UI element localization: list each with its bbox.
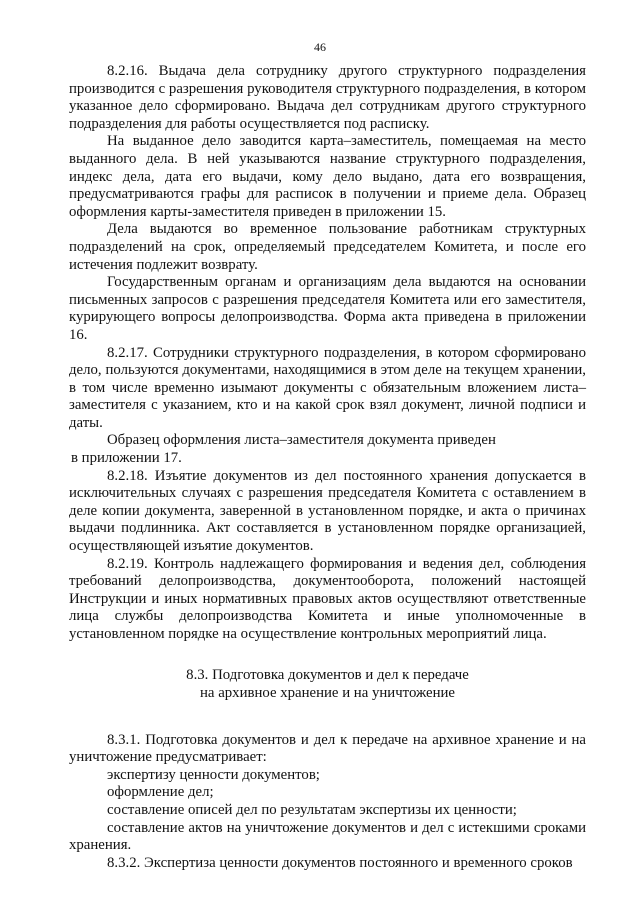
- paragraph-8-2-19: 8.2.19. Контроль надлежащего формирования и ведения дел, соблюдения требований делопроизводства, документооборота, положений настоящей Инструкции и иных нормативных правовых актов осуществляют ответственные лица службы делопроизводства Комитета и иные уполномоченные в установленном порядке на осуществление контрольных мероприятий лица.: [69, 555, 586, 642]
- paragraph-sample-sheet: Образец оформления листа–заместителя документа приведен: [107, 432, 496, 449]
- paragraph-8-2-17: 8.2.17. Сотрудники структурного подразделения, в котором сформировано дело, пользуются документами, находящимися в этом деле на текущем хранении, в том числе временно изымают документы с обязательным вложением листа–заместителя с указанием, кто и на какой срок взял документ, личной подписи и даты.: [69, 344, 586, 431]
- paragraph-8-2-18: 8.2.18. Изъятие документов из дел постоянного хранения допускается в исключительных случаях с разрешения председателя Комитета с оставлением в деле копии документа, заверенной в установленном порядке, и акта о причинах выдачи подлинника. Акт составляется в установленном порядке организацией, осуществляющей изъятие документов.: [69, 467, 586, 555]
- paragraph-8-2-16: 8.2.16. Выдача дела сотруднику другого структурного подразделения производится с разрешения руководителя структурного подразделения, в котором указанное дело сформировано. Выдача дел сотрудникам другого структурного подразделения для работы осуществляется под расписку.: [69, 63, 586, 132]
- paragraph-8-3-2: 8.3.2. Экспертиза ценности документов постоянного и временного сроков: [107, 854, 573, 871]
- section-heading-8-3: [69, 666, 586, 702]
- paragraph-card-substitute: На выданное дело заводится карта–заместитель, помещаемая на место выданного дела. В ней указываются название структурного подразделения, индекс дела, дата его выдачи, кому дело выдано, дата его возвращения, предусматриваются графы для расписок в получении и приеме дела. Образец оформления карты-заместителя приведен в приложении 15.: [69, 133, 586, 220]
- list-item: экспертизу ценности документов;: [107, 766, 320, 783]
- paragraph-state-bodies: Государственным органам и организациям дела выдаются на основании письменных запросов с разрешения председателя Комитета или его заместителя, курирующего вопросы делопроизводства. Форма акта приведена в приложении 16.: [69, 274, 586, 343]
- paragraph-8-3-1: 8.3.1. Подготовка документов и дел к передаче на архивное хранение и на уничтожение предусматривает:: [69, 731, 586, 766]
- paragraph-sample-sheet-tail: в приложении 17.: [71, 450, 182, 467]
- page-number: 46: [314, 40, 326, 54]
- list-item: составление актов на уничтожение документов и дел с истекшими сроками хранения.: [69, 819, 586, 854]
- section-heading-line-2: на архивное хранение и на уничтожение: [200, 684, 455, 701]
- list-item: составление описей дел по результатам экспертизы их ценности;: [107, 801, 517, 818]
- body-text: [69, 63, 586, 872]
- section-heading-line-1: 8.3. Подготовка документов и дел к передаче: [186, 666, 469, 683]
- list-item: оформление дел;: [107, 784, 214, 801]
- paragraph-temporary-use: Дела выдаются во временное пользование работникам структурных подразделений на срок, определяемый председателем Комитета, и после его истечения подлежит возврату.: [69, 221, 586, 273]
